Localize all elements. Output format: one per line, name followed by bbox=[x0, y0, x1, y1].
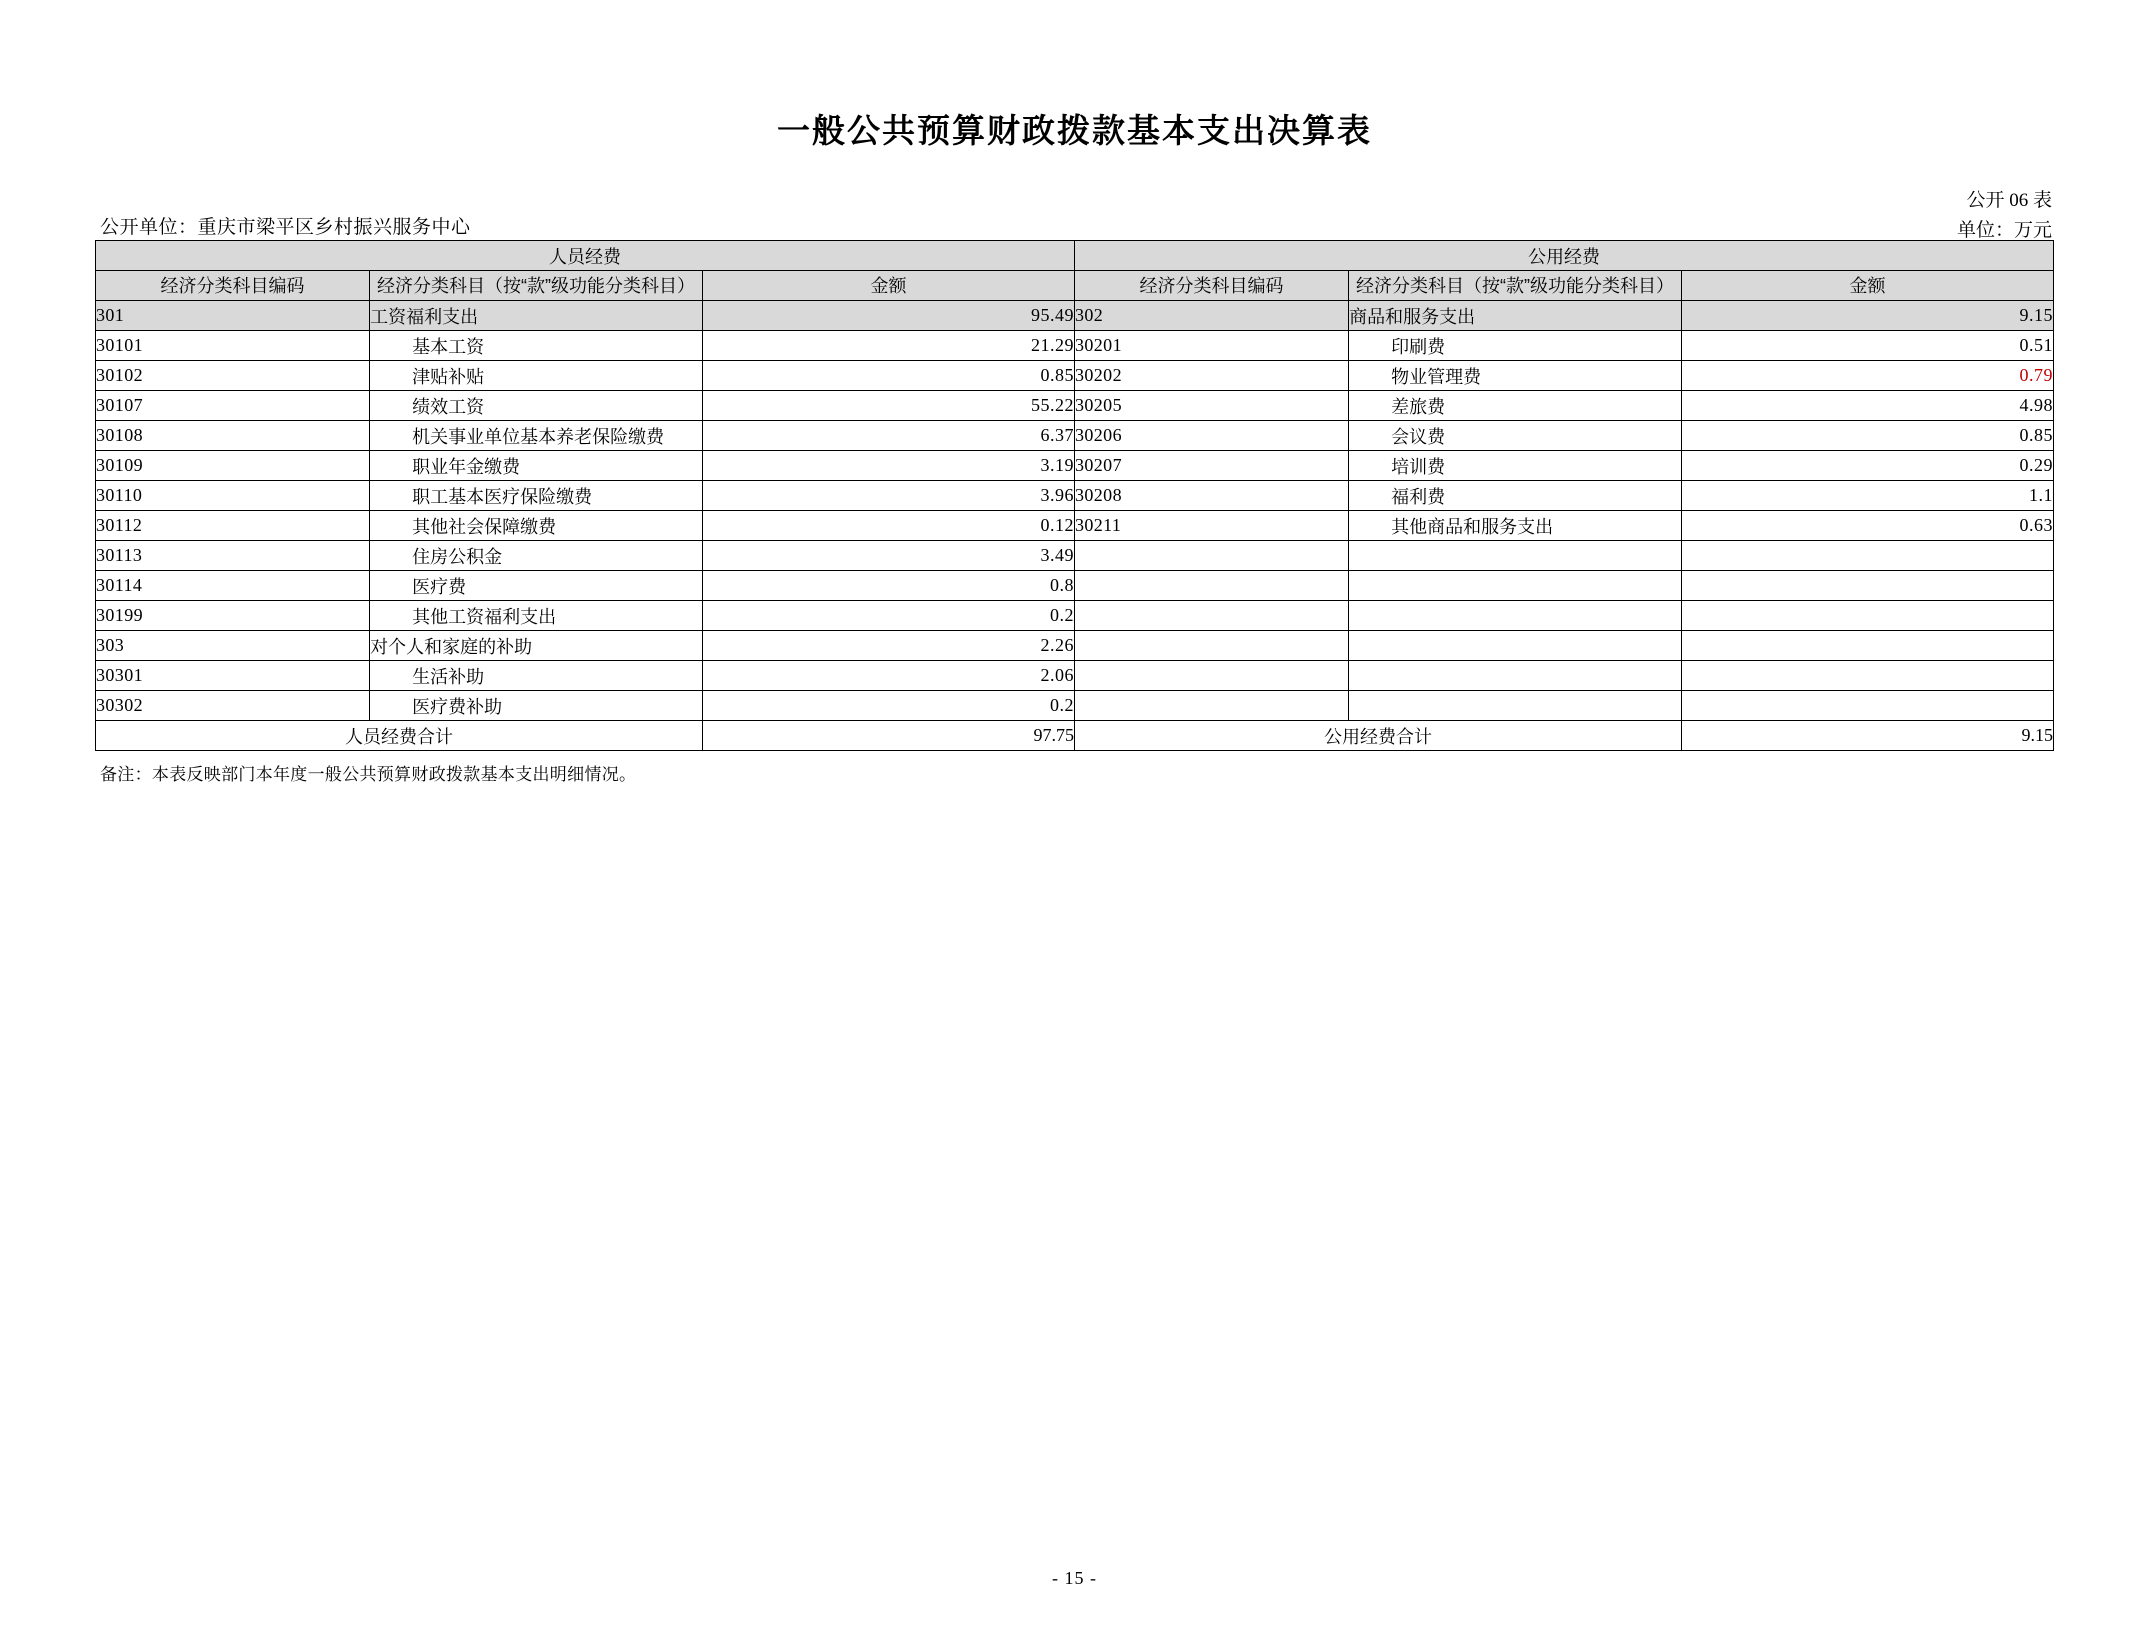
right-name bbox=[1349, 601, 1682, 631]
right-amount: 0.51 bbox=[1681, 331, 2053, 361]
col-header-right-code: 经济分类科目编码 bbox=[1074, 271, 1348, 301]
table-row bbox=[96, 661, 2054, 691]
col-header-right-name: 经济分类科目（按“款”级功能分类科目） bbox=[1349, 271, 1682, 301]
right-code: 30207 bbox=[1074, 451, 1348, 481]
table-row bbox=[96, 421, 2054, 451]
right-code: 30201 bbox=[1074, 331, 1348, 361]
page-number: - 15 - bbox=[1052, 1568, 1097, 1588]
left-amount: 2.06 bbox=[702, 661, 1074, 691]
table-row bbox=[96, 541, 2054, 571]
left-amount: 3.19 bbox=[702, 451, 1074, 481]
left-name: 基本工资 bbox=[370, 331, 703, 361]
left-amount: 0.85 bbox=[702, 361, 1074, 391]
right-amount: 4.98 bbox=[1681, 391, 2053, 421]
right-name: 物业管理费 bbox=[1349, 361, 1682, 391]
left-code: 30302 bbox=[96, 691, 370, 721]
table-row bbox=[96, 631, 2054, 661]
right-amount bbox=[1681, 571, 2053, 601]
left-code: 30110 bbox=[96, 481, 370, 511]
left-name: 对个人和家庭的补助 bbox=[370, 631, 703, 661]
left-amount: 95.49 bbox=[702, 301, 1074, 331]
col-header-left-code: 经济分类科目编码 bbox=[96, 271, 370, 301]
total-amount-personnel: 97.75 bbox=[702, 721, 1074, 751]
right-amount: 0.85 bbox=[1681, 421, 2053, 451]
left-name: 其他工资福利支出 bbox=[370, 601, 703, 631]
left-code: 30113 bbox=[96, 541, 370, 571]
left-name: 津贴补贴 bbox=[370, 361, 703, 391]
table-row bbox=[96, 511, 2054, 541]
left-amount: 0.8 bbox=[702, 571, 1074, 601]
meta-right bbox=[1957, 186, 2052, 246]
right-amount bbox=[1681, 661, 2053, 691]
left-name: 生活补助 bbox=[370, 661, 703, 691]
table-row bbox=[96, 391, 2054, 421]
left-code: 30112 bbox=[96, 511, 370, 541]
col-header-left-amount: 金额 bbox=[702, 271, 1074, 301]
table-row bbox=[96, 361, 2054, 391]
table-number: 公开 06 表 bbox=[1966, 190, 2052, 211]
left-amount: 3.96 bbox=[702, 481, 1074, 511]
right-name: 印刷费 bbox=[1349, 331, 1682, 361]
right-amount: 0.29 bbox=[1681, 451, 2053, 481]
left-code: 30109 bbox=[96, 451, 370, 481]
right-name: 会议费 bbox=[1349, 421, 1682, 451]
page-title: 一般公共预算财政拨款基本支出决算表 bbox=[777, 112, 1372, 149]
table-row bbox=[96, 481, 2054, 511]
right-amount: 0.63 bbox=[1681, 511, 2053, 541]
right-code: 30211 bbox=[1074, 511, 1348, 541]
right-code bbox=[1074, 571, 1348, 601]
left-code: 30114 bbox=[96, 571, 370, 601]
left-code: 30108 bbox=[96, 421, 370, 451]
left-code: 30199 bbox=[96, 601, 370, 631]
total-label-public: 公用经费合计 bbox=[1074, 721, 1681, 751]
right-code: 30202 bbox=[1074, 361, 1348, 391]
table-row bbox=[96, 571, 2054, 601]
total-amount-public: 9.15 bbox=[1681, 721, 2053, 751]
right-name bbox=[1349, 541, 1682, 571]
right-amount: 0.79 bbox=[1681, 361, 2053, 391]
table-row bbox=[96, 451, 2054, 481]
left-amount: 3.49 bbox=[702, 541, 1074, 571]
left-name: 工资福利支出 bbox=[370, 301, 703, 331]
total-row bbox=[96, 721, 2054, 751]
left-name: 其他社会保障缴费 bbox=[370, 511, 703, 541]
table-row bbox=[96, 601, 2054, 631]
right-code: 30205 bbox=[1074, 391, 1348, 421]
left-code: 303 bbox=[96, 631, 370, 661]
table-note: 备注：本表反映部门本年度一般公共预算财政拨款基本支出明细情况。 bbox=[100, 765, 637, 784]
left-amount: 2.26 bbox=[702, 631, 1074, 661]
left-code: 30102 bbox=[96, 361, 370, 391]
left-code: 30301 bbox=[96, 661, 370, 691]
left-name: 医疗费 bbox=[370, 571, 703, 601]
right-name: 差旅费 bbox=[1349, 391, 1682, 421]
left-amount: 0.2 bbox=[702, 691, 1074, 721]
right-amount bbox=[1681, 631, 2053, 661]
right-name bbox=[1349, 571, 1682, 601]
right-name: 福利费 bbox=[1349, 481, 1682, 511]
right-name bbox=[1349, 691, 1682, 721]
left-amount: 21.29 bbox=[702, 331, 1074, 361]
right-amount bbox=[1681, 541, 2053, 571]
right-name bbox=[1349, 631, 1682, 661]
right-code bbox=[1074, 691, 1348, 721]
right-name bbox=[1349, 661, 1682, 691]
right-code: 30206 bbox=[1074, 421, 1348, 451]
left-name: 职工基本医疗保险缴费 bbox=[370, 481, 703, 511]
right-name: 培训费 bbox=[1349, 451, 1682, 481]
right-code bbox=[1074, 541, 1348, 571]
left-amount: 0.2 bbox=[702, 601, 1074, 631]
right-name: 商品和服务支出 bbox=[1349, 301, 1682, 331]
left-amount: 55.22 bbox=[702, 391, 1074, 421]
meta-row bbox=[95, 190, 2054, 246]
right-name: 其他商品和服务支出 bbox=[1349, 511, 1682, 541]
table-body bbox=[96, 301, 2054, 751]
right-code: 30208 bbox=[1074, 481, 1348, 511]
right-code: 302 bbox=[1074, 301, 1348, 331]
left-amount: 0.12 bbox=[702, 511, 1074, 541]
right-amount bbox=[1681, 691, 2053, 721]
page bbox=[0, 105, 2149, 1625]
table-row bbox=[96, 331, 2054, 361]
left-name: 住房公积金 bbox=[370, 541, 703, 571]
group-header-personnel: 人员经费 bbox=[96, 241, 1075, 271]
right-amount: 9.15 bbox=[1681, 301, 2053, 331]
table-row bbox=[96, 301, 2054, 331]
left-name: 职业年金缴费 bbox=[370, 451, 703, 481]
right-amount: 1.1 bbox=[1681, 481, 2053, 511]
left-code: 30107 bbox=[96, 391, 370, 421]
left-code: 301 bbox=[96, 301, 370, 331]
total-label-personnel: 人员经费合计 bbox=[96, 721, 703, 751]
right-code bbox=[1074, 631, 1348, 661]
amount-unit: 单位：万元 bbox=[1956, 220, 2052, 241]
right-code bbox=[1074, 601, 1348, 631]
group-header-public: 公用经费 bbox=[1074, 241, 2053, 271]
left-name: 医疗费补助 bbox=[370, 691, 703, 721]
left-code: 30101 bbox=[96, 331, 370, 361]
col-header-right-amount: 金额 bbox=[1681, 271, 2053, 301]
left-name: 绩效工资 bbox=[370, 391, 703, 421]
right-code bbox=[1074, 661, 1348, 691]
publishing-unit: 公开单位：重庆市梁平区乡村振兴服务中心 bbox=[100, 217, 471, 238]
budget-table bbox=[95, 240, 2054, 751]
left-name: 机关事业单位基本养老保险缴费 bbox=[370, 421, 703, 451]
col-header-left-name: 经济分类科目（按“款”级功能分类科目） bbox=[370, 271, 703, 301]
right-amount bbox=[1681, 601, 2053, 631]
left-amount: 6.37 bbox=[702, 421, 1074, 451]
table-row bbox=[96, 691, 2054, 721]
column-header-row bbox=[96, 271, 2054, 301]
